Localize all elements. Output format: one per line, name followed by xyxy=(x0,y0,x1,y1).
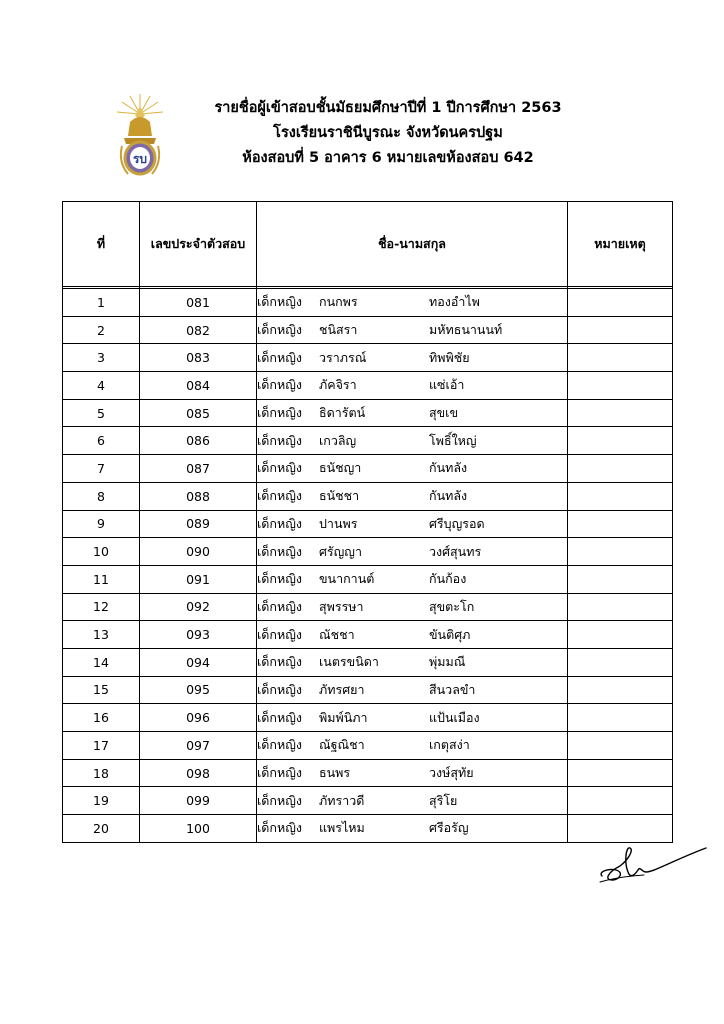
table-row xyxy=(63,621,673,649)
row-number: 2 xyxy=(63,316,140,344)
remark xyxy=(568,593,673,621)
table-row xyxy=(63,815,673,843)
name-prefix: เด็กหญิง xyxy=(257,571,302,587)
remark xyxy=(568,759,673,787)
first-name: ขนากานต์ xyxy=(319,571,375,587)
remark xyxy=(568,565,673,593)
exam-id: 093 xyxy=(140,621,257,649)
first-name: ชนิสรา xyxy=(319,322,358,338)
row-number: 5 xyxy=(63,399,140,427)
row-number: 1 xyxy=(63,289,140,317)
title-line-3: ห้องสอบที่ 5 อาคาร 6 หมายเลขห้องสอบ 642 xyxy=(242,150,534,166)
row-number: 19 xyxy=(63,787,140,815)
column-header-name: ชื่อ-นามสกุล xyxy=(257,202,568,287)
student-name xyxy=(257,815,568,843)
name-prefix: เด็กหญิง xyxy=(257,543,302,559)
exam-id: 099 xyxy=(140,787,257,815)
table-row xyxy=(63,538,673,566)
remark xyxy=(568,815,673,843)
name-prefix: เด็กหญิง xyxy=(257,765,302,781)
name-prefix: เด็กหญิง xyxy=(257,654,302,670)
exam-id: 096 xyxy=(140,704,257,732)
remark xyxy=(568,399,673,427)
first-name: ธิดารัตน์ xyxy=(319,405,366,421)
first-name: สุพรรษา xyxy=(319,598,364,614)
name-prefix: เด็กหญิง xyxy=(257,626,302,642)
row-number: 11 xyxy=(63,565,140,593)
student-name xyxy=(257,372,568,400)
document-header xyxy=(0,86,724,186)
exam-id: 082 xyxy=(140,316,257,344)
student-name xyxy=(257,482,568,510)
last-name: มหัทธนานนท์ xyxy=(429,322,503,338)
table-row xyxy=(63,787,673,815)
exam-id: 092 xyxy=(140,593,257,621)
row-number: 17 xyxy=(63,732,140,760)
last-name: สีนวลขำ xyxy=(429,681,476,697)
table-row xyxy=(63,732,673,760)
last-name: วงษ์สุทัย xyxy=(429,765,474,781)
table-row xyxy=(63,565,673,593)
table-row xyxy=(63,372,673,400)
row-number: 16 xyxy=(63,704,140,732)
first-name: กนกพร xyxy=(319,294,358,310)
student-name xyxy=(257,593,568,621)
remark xyxy=(568,289,673,317)
row-number: 8 xyxy=(63,482,140,510)
student-name xyxy=(257,455,568,483)
row-number: 3 xyxy=(63,344,140,372)
name-prefix: เด็กหญิง xyxy=(257,405,302,421)
handwritten-signature xyxy=(594,842,710,886)
first-name: ณัฐณิชา xyxy=(319,737,365,753)
table-row xyxy=(63,289,673,317)
table-row xyxy=(63,316,673,344)
first-name: ภัทราวดี xyxy=(319,792,365,808)
row-number: 12 xyxy=(63,593,140,621)
exam-id: 100 xyxy=(140,815,257,843)
student-name xyxy=(257,704,568,732)
first-name: ณัชชา xyxy=(319,626,355,642)
exam-id: 086 xyxy=(140,427,257,455)
column-header-exam-id: เลขประจำตัวสอบ xyxy=(140,202,257,287)
last-name: กันก้อง xyxy=(429,571,467,587)
remark xyxy=(568,344,673,372)
first-name: ธนัชญา xyxy=(319,460,362,476)
table-row xyxy=(63,759,673,787)
student-name xyxy=(257,289,568,317)
row-number: 10 xyxy=(63,538,140,566)
student-name xyxy=(257,316,568,344)
student-name xyxy=(257,732,568,760)
student-name xyxy=(257,427,568,455)
student-name xyxy=(257,621,568,649)
title-line-2: โรงเรียนราชินีบูรณะ จังหวัดนครปฐม xyxy=(273,125,503,141)
last-name: โพธิ์ใหญ่ xyxy=(429,432,477,448)
student-name xyxy=(257,344,568,372)
row-number: 15 xyxy=(63,676,140,704)
remark xyxy=(568,427,673,455)
remark xyxy=(568,482,673,510)
last-name: สุขเข xyxy=(429,405,458,421)
exam-id: 091 xyxy=(140,565,257,593)
name-prefix: เด็กหญิง xyxy=(257,460,302,476)
last-name: ศรีบุญรอด xyxy=(429,515,485,531)
last-name: กันทลัง xyxy=(429,460,468,476)
name-prefix: เด็กหญิง xyxy=(257,349,302,365)
last-name: ทองอำไพ xyxy=(429,294,480,310)
last-name: วงศ์สุนทร xyxy=(429,543,482,559)
exam-roster-table xyxy=(62,201,673,843)
row-number: 6 xyxy=(63,427,140,455)
remark xyxy=(568,787,673,815)
exam-id: 095 xyxy=(140,676,257,704)
name-prefix: เด็กหญิง xyxy=(257,709,302,725)
remark xyxy=(568,704,673,732)
student-name xyxy=(257,648,568,676)
exam-id: 090 xyxy=(140,538,257,566)
exam-id: 087 xyxy=(140,455,257,483)
name-prefix: เด็กหญิง xyxy=(257,598,302,614)
last-name: ขันติศุภ xyxy=(429,626,471,642)
first-name: วราภรณ์ xyxy=(319,349,367,365)
first-name: ปานพร xyxy=(319,515,358,531)
name-prefix: เด็กหญิง xyxy=(257,515,302,531)
remark xyxy=(568,316,673,344)
name-prefix: เด็กหญิง xyxy=(257,294,302,310)
table-row xyxy=(63,344,673,372)
remark xyxy=(568,372,673,400)
exam-id: 081 xyxy=(140,289,257,317)
table-row xyxy=(63,648,673,676)
table-row xyxy=(63,427,673,455)
table-row xyxy=(63,704,673,732)
name-prefix: เด็กหญิง xyxy=(257,820,302,836)
row-number: 20 xyxy=(63,815,140,843)
last-name: ทิพพิชัย xyxy=(429,349,470,365)
first-name: แพรไหม xyxy=(319,820,365,836)
remark xyxy=(568,455,673,483)
name-prefix: เด็กหญิง xyxy=(257,432,302,448)
row-number: 14 xyxy=(63,648,140,676)
row-number: 13 xyxy=(63,621,140,649)
row-number: 9 xyxy=(63,510,140,538)
name-prefix: เด็กหญิง xyxy=(257,377,302,393)
exam-id: 083 xyxy=(140,344,257,372)
name-prefix: เด็กหญิง xyxy=(257,681,302,697)
exam-id: 097 xyxy=(140,732,257,760)
first-name: ภัทรศยา xyxy=(319,681,365,697)
name-prefix: เด็กหญิง xyxy=(257,322,302,338)
student-name xyxy=(257,759,568,787)
student-name xyxy=(257,787,568,815)
first-name: ศรัญญา xyxy=(319,543,362,559)
first-name: ธนพร xyxy=(319,765,351,781)
first-name: ภัคจิรา xyxy=(319,377,357,393)
table-row xyxy=(63,510,673,538)
exam-id: 088 xyxy=(140,482,257,510)
last-name: กันทลัง xyxy=(429,488,468,504)
table-row xyxy=(63,593,673,621)
exam-id: 085 xyxy=(140,399,257,427)
first-name: เกวลิญ xyxy=(319,432,357,448)
exam-id: 094 xyxy=(140,648,257,676)
title-line-1: รายชื่อผู้เข้าสอบชั้นมัธยมศึกษาปีที่ 1 ปีการศึกษา 2563 xyxy=(214,100,562,116)
table-row xyxy=(63,676,673,704)
exam-id: 084 xyxy=(140,372,257,400)
exam-id: 098 xyxy=(140,759,257,787)
name-prefix: เด็กหญิง xyxy=(257,792,302,808)
row-number: 7 xyxy=(63,455,140,483)
table-row xyxy=(63,482,673,510)
first-name: พิมพ์นิภา xyxy=(319,709,368,725)
remark xyxy=(568,538,673,566)
last-name: ศรีอรัญ xyxy=(429,820,469,836)
remark xyxy=(568,648,673,676)
svg-text:รบ: รบ xyxy=(132,152,148,166)
row-number: 4 xyxy=(63,372,140,400)
name-prefix: เด็กหญิง xyxy=(257,737,302,753)
last-name: สุริโย xyxy=(429,792,458,808)
table-body xyxy=(63,287,673,843)
student-name xyxy=(257,399,568,427)
student-name xyxy=(257,538,568,566)
column-header-no: ที่ xyxy=(63,202,140,287)
last-name: เกตุสง่า xyxy=(429,737,470,753)
last-name: แซ่เอ้า xyxy=(429,377,465,393)
student-name xyxy=(257,676,568,704)
column-header-remark: หมายเหตุ xyxy=(568,202,673,287)
exam-id: 089 xyxy=(140,510,257,538)
table-row xyxy=(63,455,673,483)
remark xyxy=(568,621,673,649)
row-number: 18 xyxy=(63,759,140,787)
remark xyxy=(568,732,673,760)
student-name xyxy=(257,565,568,593)
remark xyxy=(568,676,673,704)
first-name: ธนัชชา xyxy=(319,488,360,504)
table-row xyxy=(63,399,673,427)
last-name: พุ่มมณี xyxy=(429,654,466,670)
last-name: แป้นเมือง xyxy=(429,709,480,725)
school-emblem-icon xyxy=(112,92,168,180)
last-name: สุขตะโก xyxy=(429,598,475,614)
first-name: เนตรขนิดา xyxy=(319,654,379,670)
remark xyxy=(568,510,673,538)
student-name xyxy=(257,510,568,538)
name-prefix: เด็กหญิง xyxy=(257,488,302,504)
table-header-row xyxy=(63,202,673,287)
